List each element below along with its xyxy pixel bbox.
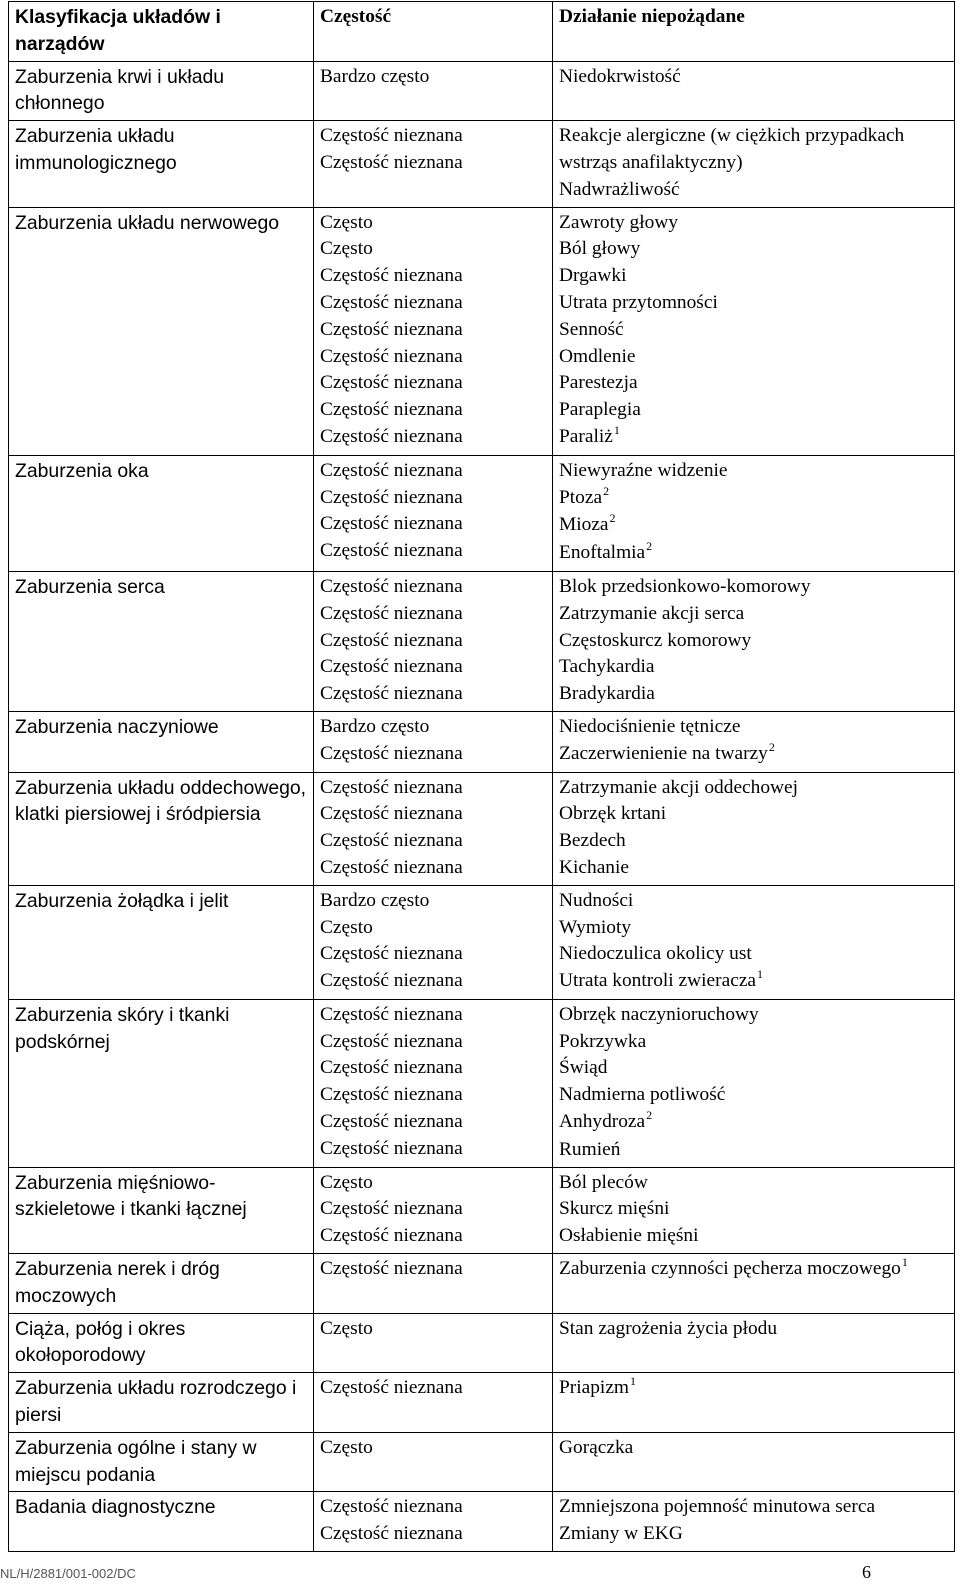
adverse-effect-name: Niewyraźne widzenie (559, 459, 728, 481)
effect-cell (553, 1167, 955, 1253)
adverse-effect-item (559, 512, 948, 540)
adverse-effect-name: Bradykardia (559, 683, 655, 705)
table-row (9, 1254, 955, 1314)
organ-class-cell (9, 1254, 314, 1314)
adverse-effect-name: Zatrzymanie akcji serca (559, 602, 745, 624)
footnote-marker: 1 (613, 422, 620, 437)
adverse-effect-name: Ból głowy (559, 238, 641, 260)
frequency-value: Częstość nieznana (320, 265, 463, 287)
frequency-value: Bardzo często (320, 889, 430, 911)
organ-class-cell (9, 207, 314, 455)
adverse-effect-item (559, 1002, 948, 1029)
adverse-effect-item (559, 628, 948, 655)
adverse-reactions-table (8, 1, 955, 1552)
adverse-effect-item (559, 1316, 948, 1343)
frequency-value: Częstość nieznana (320, 1258, 463, 1280)
adverse-effect-item (559, 177, 948, 204)
frequency-cell (314, 1492, 553, 1552)
adverse-effect-name: Niedociśnienie tętnicze (559, 715, 741, 737)
adverse-effect-item (559, 1137, 948, 1164)
organ-class-cell (9, 1313, 314, 1373)
table-row (9, 571, 955, 711)
table-row (9, 999, 955, 1167)
frequency-value: Częstość nieznana (320, 629, 463, 651)
adverse-effect-name: Nudności (559, 889, 634, 911)
adverse-effect-name: Paraplegia (559, 399, 641, 421)
footnote-marker: 1 (630, 1374, 637, 1389)
organ-class-label: Zaburzenia oka (15, 459, 149, 482)
effect-cell (553, 1373, 955, 1433)
frequency-value: Częstość nieznana (320, 943, 463, 965)
footnote-marker: 1 (757, 967, 764, 982)
frequency-value: Częstość nieznana (320, 372, 463, 394)
document-code: NL/H/2881/001-002/DC (0, 1566, 136, 1581)
frequency-value: Częstość nieznana (320, 151, 463, 173)
table-row (9, 1167, 955, 1253)
effect-cell (553, 1254, 955, 1314)
frequency-cell (314, 711, 553, 772)
adverse-effect-name: Zawroty głowy (559, 211, 679, 233)
frequency-value: Częstość nieznana (320, 856, 463, 878)
adverse-effect-name: Obrzęk krtani (559, 803, 667, 825)
adverse-effect-item (559, 263, 948, 290)
frequency-value: Częstość nieznana (320, 1084, 463, 1106)
frequency-value: Częstość nieznana (320, 1225, 463, 1247)
adverse-effect-item (559, 236, 948, 263)
frequency-value: Częstość nieznana (320, 683, 463, 705)
adverse-effect-name: Blok przedsionkowo-komorowy (559, 575, 811, 597)
adverse-effect-item (559, 397, 948, 424)
header-frequency: Częstość (314, 2, 553, 62)
effect-cell (553, 121, 955, 207)
adverse-effect-item (559, 370, 948, 397)
adverse-effect-item (559, 1435, 948, 1462)
adverse-effect-name: Utrata kontroli zwieracza (559, 970, 757, 992)
adverse-effect-name: Paraliż (559, 425, 613, 447)
adverse-effect-item (559, 458, 948, 485)
organ-class-label: Zaburzenia układu nerwowego (15, 211, 280, 234)
adverse-effect-name: Osłabienie mięśni (559, 1225, 699, 1247)
organ-class-cell (9, 61, 314, 121)
adverse-effect-name: Zaburzenia czynności pęcherza moczowego (559, 1258, 901, 1280)
table-row (9, 207, 955, 455)
table-body (9, 2, 955, 1552)
frequency-value: Częstość nieznana (320, 1030, 463, 1052)
adverse-effect-item (559, 1029, 948, 1056)
adverse-effect-item (559, 828, 948, 855)
organ-class-cell (9, 571, 314, 711)
organ-class-label: Zaburzenia skóry i tkanki podskórnej (15, 1003, 230, 1053)
effect-cell (553, 772, 955, 885)
adverse-effect-name: Ból pleców (559, 1171, 648, 1193)
adverse-effect-item (559, 601, 948, 628)
adverse-effect-name: Zmiany w EKG (559, 1523, 683, 1545)
adverse-effect-name: Anhydroza (559, 1111, 646, 1133)
footnote-marker: 2 (646, 539, 653, 554)
adverse-effect-item (559, 344, 948, 371)
effect-cell (553, 1492, 955, 1552)
adverse-effect-name: Nadmierna potliwość (559, 1084, 726, 1106)
effect-cell (553, 999, 955, 1167)
adverse-effect-item (559, 801, 948, 828)
organ-class-label: Zaburzenia serca (15, 575, 165, 598)
frequency-value: Częstość nieznana (320, 1111, 463, 1133)
frequency-value: Częstość nieznana (320, 1057, 463, 1079)
frequency-value: Częstość nieznana (320, 970, 463, 992)
effect-cell (553, 455, 955, 571)
adverse-effect-name: Senność (559, 318, 624, 340)
adverse-effect-name: Enoftalmia (559, 542, 646, 564)
adverse-effect-name: Parestezja (559, 372, 638, 394)
adverse-effect-item (559, 317, 948, 344)
adverse-effect-name: Kichanie (559, 856, 629, 878)
adverse-effect-item (559, 123, 948, 177)
footnote-marker: 2 (609, 511, 616, 526)
adverse-effect-item (559, 485, 948, 513)
table-row (9, 711, 955, 772)
frequency-value: Często (320, 916, 373, 938)
organ-class-label: Zaburzenia nerek i dróg moczowych (15, 1258, 220, 1307)
frequency-cell (314, 455, 553, 571)
adverse-effect-name: Pokrzywka (559, 1030, 647, 1052)
adverse-effect-item (559, 290, 948, 317)
adverse-effect-name: Bezdech (559, 830, 626, 852)
frequency-cell (314, 207, 553, 455)
adverse-effect-name: Reakcje alergiczne (w ciężkich przypadkach wstrząs anafilaktyczny) (559, 125, 905, 173)
adverse-effect-name: Stan zagrożenia życia płodu (559, 1317, 778, 1339)
adverse-effect-name: Zmniejszona pojemność minutowa serca (559, 1496, 876, 1518)
adverse-effect-name: Częstoskurcz komorowy (559, 629, 752, 651)
organ-class-cell (9, 121, 314, 207)
frequency-cell (314, 121, 553, 207)
frequency-value: Bardzo często (320, 715, 430, 737)
footnote-marker: 2 (768, 739, 775, 754)
frequency-value: Częstość nieznana (320, 656, 463, 678)
organ-class-label: Badania diagnostyczne (15, 1496, 216, 1519)
footnote-marker: 1 (901, 1255, 908, 1270)
adverse-effect-name: Zatrzymanie akcji oddechowej (559, 776, 799, 798)
footnote-marker: 2 (603, 483, 610, 498)
header-row (9, 2, 955, 62)
effect-cell (553, 1432, 955, 1492)
frequency-value: Często (320, 1317, 373, 1339)
table-row (9, 1373, 955, 1433)
adverse-effect-name: Niedokrwistość (559, 65, 681, 87)
frequency-value: Częstość nieznana (320, 776, 463, 798)
adverse-effect-item (559, 424, 948, 452)
frequency-cell (314, 1432, 553, 1492)
adverse-effect-name: Obrzęk naczynioruchowy (559, 1003, 759, 1025)
header-effect: Działanie niepożądane (553, 2, 955, 62)
frequency-value: Częstość nieznana (320, 513, 463, 535)
frequency-value: Częstość nieznana (320, 1377, 463, 1399)
frequency-cell (314, 1167, 553, 1253)
adverse-effect-item (559, 775, 948, 802)
adverse-effect-item (559, 654, 948, 681)
organ-class-label: Zaburzenia naczyniowe (15, 715, 219, 738)
organ-class-label: Zaburzenia żołądka i jelit (15, 889, 229, 912)
organ-class-cell (9, 1167, 314, 1253)
frequency-value: Częstość nieznana (320, 486, 463, 508)
frequency-value: Często (320, 238, 373, 260)
table-row (9, 121, 955, 207)
adverse-effect-name: Świąd (559, 1057, 608, 1079)
adverse-effect-item (559, 1055, 948, 1082)
frequency-cell (314, 1373, 553, 1433)
adverse-effect-name: Skurcz mięśni (559, 1198, 670, 1220)
organ-class-label: Zaburzenia krwi i układu chłonnego (15, 65, 225, 115)
adverse-effect-item (559, 1375, 948, 1403)
frequency-cell (314, 1313, 553, 1373)
organ-class-label: Ciąża, połóg i okres okołoporodowy (15, 1317, 186, 1367)
organ-class-cell (9, 711, 314, 772)
organ-class-cell (9, 772, 314, 885)
frequency-value: Często (320, 1436, 373, 1458)
header-class: Klasyfikacja układów i narządów (9, 2, 314, 62)
frequency-value: Częstość nieznana (320, 1198, 463, 1220)
table-row (9, 61, 955, 121)
adverse-effect-item (559, 1196, 948, 1223)
organ-class-cell (9, 1492, 314, 1552)
table-row (9, 1432, 955, 1492)
frequency-cell (314, 885, 553, 999)
adverse-effect-name: Omdlenie (559, 345, 636, 367)
frequency-value: Częstość nieznana (320, 742, 463, 764)
adverse-effect-item (559, 64, 948, 91)
frequency-cell (314, 571, 553, 711)
adverse-effect-item (559, 741, 948, 769)
table-row (9, 1492, 955, 1552)
frequency-value: Częstość nieznana (320, 830, 463, 852)
frequency-value: Częstość nieznana (320, 291, 463, 313)
adverse-effect-item (559, 714, 948, 741)
adverse-effect-item (559, 888, 948, 915)
adverse-effect-name: Rumień (559, 1138, 621, 1160)
adverse-effect-item (559, 1170, 948, 1197)
organ-class-cell (9, 1432, 314, 1492)
organ-class-cell (9, 999, 314, 1167)
organ-class-cell (9, 885, 314, 999)
adverse-effect-item (559, 210, 948, 237)
adverse-effect-name: Drgawki (559, 265, 627, 287)
adverse-effect-name: Priapizm (559, 1377, 630, 1399)
table-row (9, 885, 955, 999)
effect-cell (553, 1313, 955, 1373)
adverse-effect-name: Zaczerwienienie na twarzy (559, 742, 768, 764)
frequency-value: Częstość nieznana (320, 425, 463, 447)
frequency-value: Bardzo często (320, 65, 430, 87)
effect-cell (553, 885, 955, 999)
adverse-effect-name: Nadwrażliwość (559, 178, 680, 200)
adverse-effect-name: Mioza (559, 514, 609, 536)
frequency-value: Częstość nieznana (320, 459, 463, 481)
table-row (9, 772, 955, 885)
frequency-cell (314, 61, 553, 121)
adverse-effect-item (559, 915, 948, 942)
adverse-effect-item (559, 574, 948, 601)
adverse-effect-name: Utrata przytomności (559, 291, 718, 313)
adverse-effect-item (559, 941, 948, 968)
frequency-value: Często (320, 1171, 373, 1193)
frequency-value: Częstość nieznana (320, 540, 463, 562)
frequency-value: Częstość nieznana (320, 345, 463, 367)
adverse-effect-name: Niedoczulica okolicy ust (559, 943, 752, 965)
frequency-value: Częstość nieznana (320, 575, 463, 597)
effect-cell (553, 207, 955, 455)
organ-class-cell (9, 455, 314, 571)
frequency-value: Częstość nieznana (320, 602, 463, 624)
adverse-effect-item (559, 540, 948, 568)
effect-cell (553, 571, 955, 711)
adverse-effect-item (559, 1109, 948, 1137)
frequency-value: Częstość nieznana (320, 399, 463, 421)
frequency-cell (314, 999, 553, 1167)
adverse-effect-item (559, 1494, 948, 1521)
organ-class-cell (9, 1373, 314, 1433)
adverse-effect-name: Ptoza (559, 486, 603, 508)
frequency-value: Częstość nieznana (320, 1496, 463, 1518)
frequency-cell (314, 1254, 553, 1314)
adverse-effect-item (559, 1223, 948, 1250)
frequency-value: Często (320, 211, 373, 233)
organ-class-label: Zaburzenia mięśniowo-szkieletowe i tkanki łącznej (15, 1171, 247, 1221)
adverse-effect-name: Wymioty (559, 916, 632, 938)
table-row (9, 455, 955, 571)
page-number: 6 (862, 1562, 871, 1582)
organ-class-label: Zaburzenia układu oddechowego, klatki piersiowej i śródpiersia (15, 776, 307, 826)
adverse-effect-name: Gorączka (559, 1436, 634, 1458)
effect-cell (553, 711, 955, 772)
adverse-effect-item (559, 855, 948, 882)
adverse-effect-item (559, 968, 948, 996)
adverse-effect-item (559, 681, 948, 708)
adverse-effect-item (559, 1256, 948, 1284)
frequency-cell (314, 772, 553, 885)
adverse-effect-item (559, 1521, 948, 1548)
table-row (9, 1313, 955, 1373)
organ-class-label: Zaburzenia ogólne i stany w miejscu podania (15, 1436, 257, 1486)
frequency-value: Częstość nieznana (320, 803, 463, 825)
adverse-effect-name: Tachykardia (559, 656, 655, 678)
effect-cell (553, 61, 955, 121)
frequency-value: Częstość nieznana (320, 318, 463, 340)
frequency-value: Częstość nieznana (320, 125, 463, 147)
organ-class-label: Zaburzenia układu immunologicznego (15, 125, 177, 174)
frequency-value: Częstość nieznana (320, 1003, 463, 1025)
frequency-value: Częstość nieznana (320, 1137, 463, 1159)
footnote-marker: 2 (646, 1108, 653, 1123)
adverse-effect-item (559, 1082, 948, 1109)
organ-class-label: Zaburzenia układu rozrodczego i piersi (15, 1377, 297, 1427)
frequency-value: Częstość nieznana (320, 1523, 463, 1545)
